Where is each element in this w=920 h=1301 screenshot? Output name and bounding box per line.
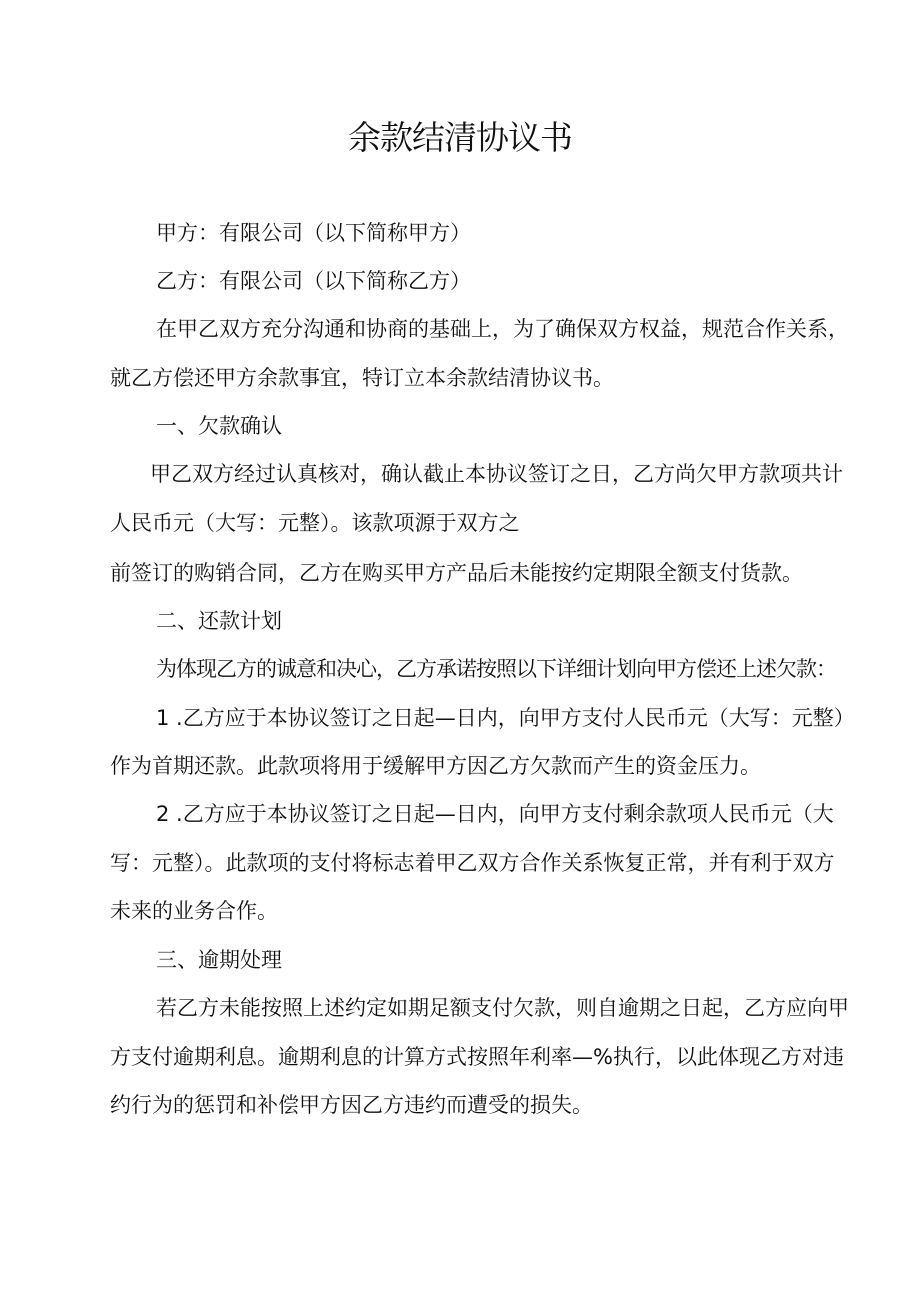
- list-item-line: 2 .乙方应于本协议签订之日起—日内，向甲方支付剩余款项人民币元（大: [156, 802, 834, 826]
- paragraph-line: 前签订的购销合同，乙方在购买甲方产品后未能按约定期限全额支付货款。: [110, 561, 803, 585]
- party-a-line: 甲方：有限公司（以下简称甲方）: [156, 221, 471, 245]
- paragraph-line: 人民币元（大写：元整）。该款项源于双方之: [110, 511, 520, 535]
- paragraph-line: 方支付逾期利息。逾期利息的计算方式按照年利率—%执行，以此体现乙方对违: [110, 1045, 844, 1069]
- section-heading: 三、逾期处理: [156, 948, 282, 972]
- list-item-line: 未来的业务合作。: [110, 899, 278, 923]
- list-item-line: 1 .乙方应于本协议签订之日起—日内，向甲方支付人民币元（大写：元整）: [156, 706, 855, 730]
- paragraph-line: 约行为的惩罚和补偿甲方因乙方违约而遭受的损失。: [110, 1093, 593, 1117]
- section-heading: 二、还款计划: [156, 609, 282, 633]
- list-item-line: 写：元整）。此款项的支付将标志着甲乙双方合作关系恢复正常，并有利于双方: [110, 851, 835, 875]
- paragraph-line: 若乙方未能按照上述约定如期足额支付欠款，则自逾期之日起，乙方应向甲: [156, 996, 849, 1020]
- preamble-line: 在甲乙双方充分沟通和协商的基础上，为了确保双方权益，规范合作关系，: [156, 317, 849, 341]
- section-heading: 一、欠款确认: [156, 414, 282, 438]
- party-b-line: 乙方：有限公司（以下简称乙方）: [156, 269, 471, 293]
- document-title: 余款结清协议书: [348, 118, 572, 157]
- paragraph-line: 为体现乙方的诚意和决心，乙方承诺按照以下详细计划向甲方偿还上述欠款：: [156, 657, 836, 681]
- preamble-line: 就乙方偿还甲方余款事宜，特订立本余款结清协议书。: [110, 366, 614, 390]
- paragraph-line: 甲乙双方经过认真核对，确认截止本协议签订之日，乙方尚欠甲方款项共计: [150, 462, 843, 486]
- list-item-line: 作为首期还款。此款项将用于缓解甲方因乙方欠款而产生的资金压力。: [110, 754, 761, 778]
